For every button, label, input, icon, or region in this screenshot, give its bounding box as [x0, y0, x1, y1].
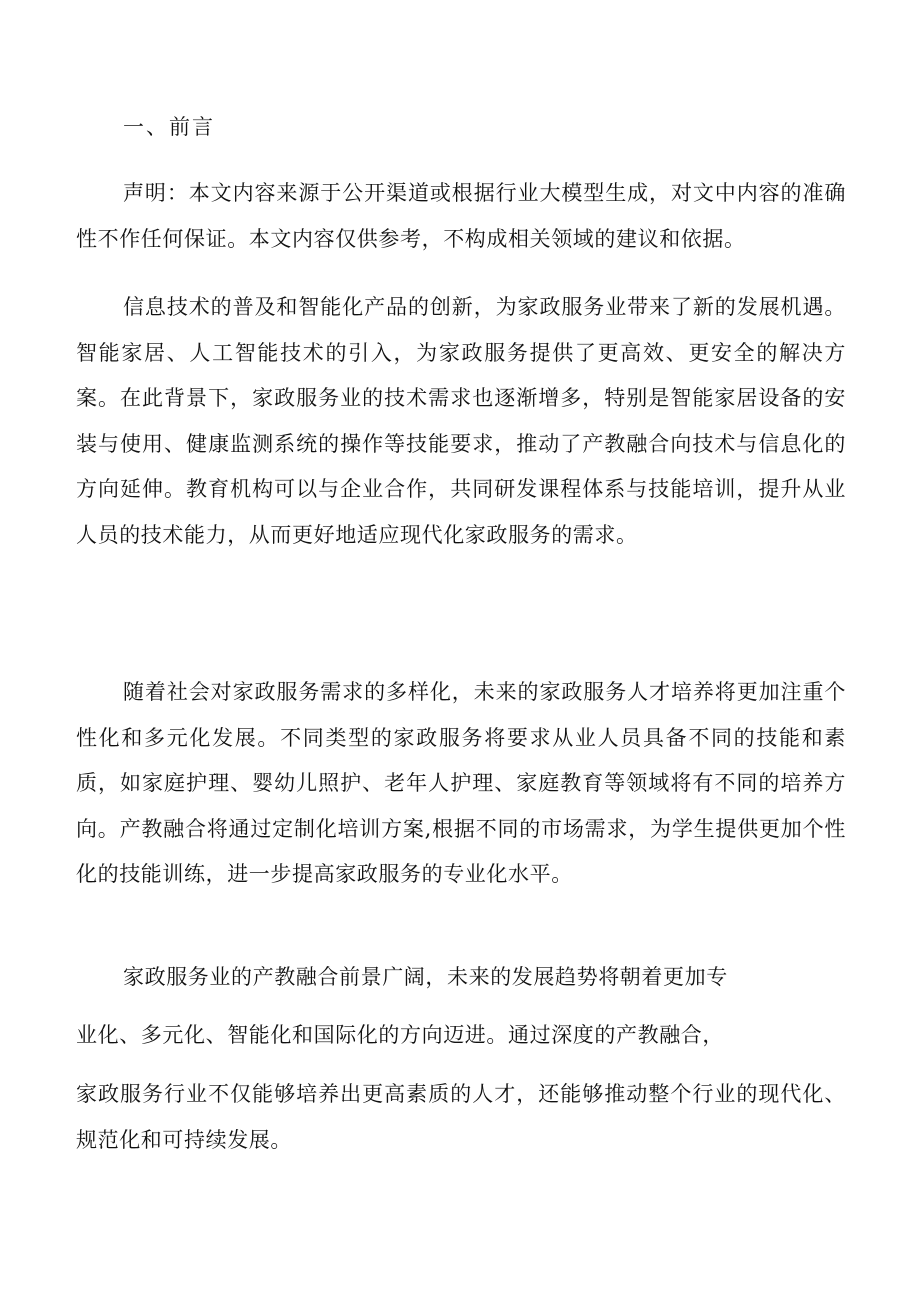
closing-line-2: 业化、多元化、智能化和国际化的方向迈进。通过深度的产教融合， — [76, 1023, 724, 1047]
body-paragraph-technology: 信息技术的普及和智能化产品的创新，为家政服务业带来了新的发展机遇。智能家居、人工智能技术的引入，为家政服务提供了更高效、更安全的解决方案。在此背景下，家政服务业的技术需求也逐渐增多，特别是智能家居设备的安装与使用、健康监测系统的操作等技能要求，推动了产教融合向技术与信息化的方向延伸。教育机构可以与企业合作，共同研发课程体系与技能培训，提升从业人员的技术能力，从而更好地适应现代化家政服务的需求。 — [76, 295, 846, 547]
disclaimer-paragraph: 声明：本文内容来源于公开渠道或根据行业大模型生成，对文中内容的准确性不作任何保证。本文内容仅供参考，不构成相关领域的建议和依据。 — [76, 181, 846, 251]
closing-line-3: 家政服务行业不仅能够培养出更高素质的人才，还能够推动整个行业的现代化、规范化和可持续发展。 — [76, 1082, 846, 1152]
closing-line-1: 家政服务业的产教融合前景广阔，未来的发展趋势将朝着更加专 — [123, 965, 728, 989]
body-paragraph-diversification: 随着社会对家政服务需求的多样化，未来的家政服务人才培养将更加注重个性化和多元化发展。不同类型的家政服务将要求从业人员具备不同的技能和素质，如家庭护理、婴幼儿照护、老年人护理、家庭教育等领域将有不同的培养方向。产教融合将通过定制化培训方案,根据不同的市场需求，为学生提供更加个性化的技能训练，进一步提高家政服务的专业化水平。 — [76, 680, 846, 886]
section-heading: 一、前言 — [123, 115, 215, 139]
